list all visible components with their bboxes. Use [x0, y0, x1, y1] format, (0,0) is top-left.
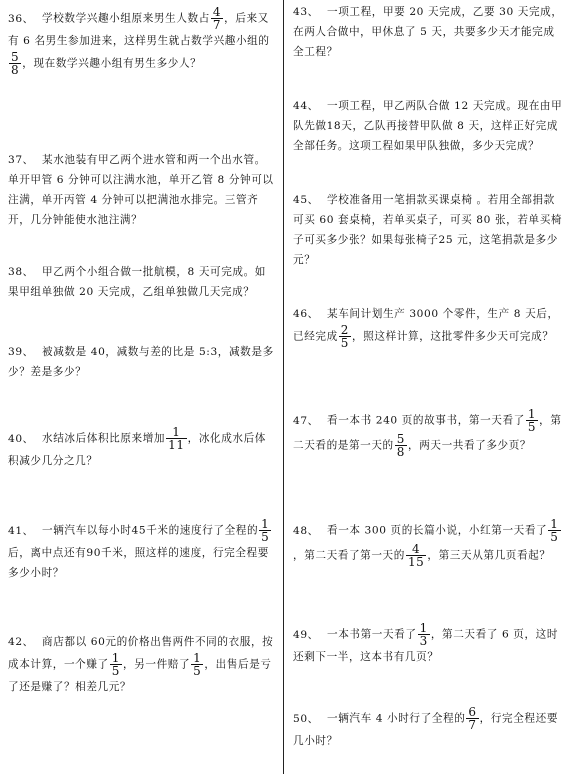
problem-text: 后，离中点还有90千米，照这样的速度，行完全程要多少小时？: [8, 547, 269, 579]
problem-text: ，两天一共看了多少页？: [408, 439, 532, 452]
problem-text: 看一本书 240 页的故事书，第一天看了: [327, 414, 525, 427]
problem-40: [8, 426, 274, 471]
problem-number: 41、: [8, 524, 34, 537]
problem-50: [293, 706, 563, 751]
problem-number: 49、: [293, 628, 319, 641]
problem-text: ，现在数学兴趣小组有男生多少人？: [22, 57, 202, 70]
fraction: $\frac{6}{7}$: [468, 705, 477, 732]
problem-45: [293, 190, 563, 270]
problem-number: 48、: [293, 524, 319, 537]
problem-number: 45、: [293, 194, 319, 206]
problem-number: 39、: [8, 346, 34, 358]
problem-39: [8, 342, 274, 382]
problem-number: 46、: [293, 308, 319, 320]
fraction: $\frac{4}{7}$: [212, 5, 222, 32]
problem-text: ，行完全程还要几小时？: [293, 712, 559, 747]
problem-48: [293, 518, 563, 568]
problem-49: [293, 622, 563, 667]
problem-text: ，出售后是亏了还是赚了？相差几元？: [8, 658, 272, 693]
problem-38: [8, 262, 274, 302]
problem-text: ，照这样计算，这批零件多少天可完成？: [352, 330, 554, 343]
problem-text: 一本书第一天看了: [327, 628, 417, 641]
problem-number: 42、: [8, 636, 34, 648]
problem-text: 被减数是 40，减数与差的比是 5:3，减数是多少？差是多少？: [8, 346, 274, 378]
problem-text: ，第二天看了第一天的: [293, 549, 405, 562]
fraction: $\frac{1}{3}$: [419, 621, 428, 648]
fraction: $\frac{1}{5}$: [527, 407, 537, 434]
fraction: $\frac{4}{15}$: [407, 542, 425, 569]
problem-41: [8, 518, 274, 583]
problem-number: 44、: [293, 100, 319, 112]
problem-number: 38、: [8, 266, 34, 278]
problem-47: [293, 408, 563, 458]
problem-number: 47、: [293, 414, 319, 427]
problem-36: [8, 6, 274, 76]
problem-number: 36、: [8, 12, 34, 25]
problem-46: [293, 304, 563, 349]
problem-42: [8, 632, 274, 697]
problem-text: 学校数学兴趣小组原来男生人数占: [42, 12, 210, 25]
fraction: $\frac{1}{5}$: [261, 517, 270, 544]
problem-text: ，后来又有 6 名男生参加进来，这样男生就占数学兴趣小组的: [8, 12, 270, 47]
problem-43: [293, 2, 563, 62]
problem-text: ，冰化成水后体积减少几分之几？: [8, 432, 266, 467]
problem-text: ，第二天看了 6 页，这时还剩下一半，这本书有几页？: [293, 628, 559, 663]
problem-text: 水结冰后体积比原来增加: [42, 432, 166, 445]
fraction: $\frac{1}{5}$: [550, 517, 559, 544]
column-divider: [283, 0, 284, 774]
fraction: $\frac{1}{5}$: [193, 651, 202, 678]
problem-number: 37、: [8, 154, 34, 166]
problem-text: 一辆汽车以每小时45千米的速度行了全程的: [42, 524, 259, 537]
problem-number: 40、: [8, 432, 34, 445]
problem-text: 商店都以 60元的价格出售两件不同的衣服，按成本计算，一个赚了: [8, 636, 274, 671]
problem-text: 一项工程，甲乙两队合做 12 天完成。现在由甲队先做18天，乙队再接替甲队做 8 天，这样正好完成全部任务。这项工程如果甲队独做，多少天完成？: [293, 100, 563, 152]
problem-text: 学校准备用一笔捐款买课桌椅 。若用全部捐款可买 60 套桌椅，若单买桌子，可买 80 张，若单买椅子可买多少张？如果每张椅子25 元，这笔捐款是多少元？: [293, 194, 563, 266]
problem-text: ，第三天从第几页看起？: [427, 549, 551, 562]
problem-number: 43、: [293, 6, 319, 18]
fraction: $\frac{2}{5}$: [340, 323, 350, 350]
problem-text: ，第二天看的是第一天的: [293, 414, 562, 452]
problem-44: [293, 96, 563, 156]
problem-text: 某车间计划生产 3000 个零件，生产 8 天后，已经完成: [293, 308, 559, 343]
problem-text: 一项工程，甲要 20 天完成，乙要 30 天完成，在两人合做中，甲休息了 5 天，共要多少天才能完成全工程？: [293, 6, 563, 58]
problem-text: 看一本 300 页的长篇小说，小红第一天看了: [327, 524, 548, 537]
problem-text: 一辆汽车 4 小时行了全程的: [327, 712, 466, 725]
fraction: $\frac{1}{5}$: [111, 651, 120, 678]
fraction: $\frac{1}{11}$: [168, 425, 185, 452]
problem-text: ，另一件赔了: [123, 658, 191, 671]
fraction: $\frac{5}{8}$: [396, 432, 405, 459]
fraction: $\frac{5}{8}$: [11, 50, 20, 77]
problem-37: [8, 150, 274, 230]
problem-text: 甲乙两个小组合做一批航模，8 天可完成。如果甲组单独做 20 天完成，乙组单独做几天完成？: [8, 266, 266, 298]
problem-number: 50、: [293, 712, 319, 725]
problem-text: 某水池装有甲乙两个进水管和两一个出水管。单开甲管 6 分钟可以注满水池，单开乙管 8 分钟可以注满，单开丙管 4 分钟可以把满池水排完。三管齐开，几分钟能使水池注满？: [8, 154, 274, 226]
